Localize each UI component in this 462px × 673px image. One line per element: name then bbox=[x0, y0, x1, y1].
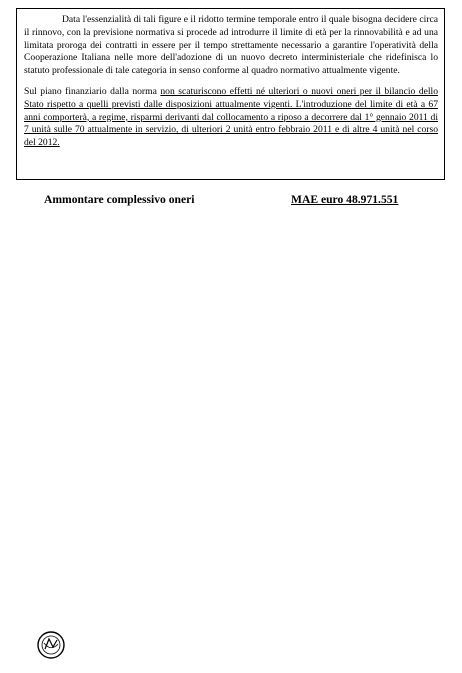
financial-intro: Sul piano finanziario dalla norma bbox=[24, 85, 161, 97]
seal-stamp-icon bbox=[36, 630, 66, 660]
financial-no-charges: non scaturiscono effetti né ulteriori o nuovi oneri per il bilancio dello Stato bbox=[24, 85, 438, 110]
total-charges-value: MAE euro 48.971.551 bbox=[291, 193, 399, 206]
financial-details: rispetto a quelli previsti dalle disposizioni attualmente vigenti. L'introduzione del limite di età a 67 anni comporterà, a regime, risparmi derivanti dal collocamento a riposo a decorrere dal 1° gennaio 2011 di 7 unità sulle 70 attualmente in servizio, di ulteriori 2 unità entro febbraio 2011 e di altre 4 unità nel corso del 2012. bbox=[24, 98, 438, 149]
paragraph-financial bbox=[24, 86, 438, 150]
total-charges-label: Ammontare complessivo oneri bbox=[44, 193, 195, 206]
paragraph-rationale: Data l'essenzialità di tali figure e il ridotto termine temporale entro il quale bisogna decidere circa il rinnovo, con la previsione normativa si procede ad introdurre il limite di età per la rinnovabilità e ad una limitata proroga dei contratti in essere per il tempo strettamente necessario a garantire l'operatività della Cooperazione Italiana nelle more dell'adozione di un nuovo decreto interministeriale che ridefinisca lo statuto professionale di tale categoria in senso conforme al quadro normativo attualmente vigente. bbox=[24, 14, 438, 77]
text-box bbox=[16, 8, 445, 180]
